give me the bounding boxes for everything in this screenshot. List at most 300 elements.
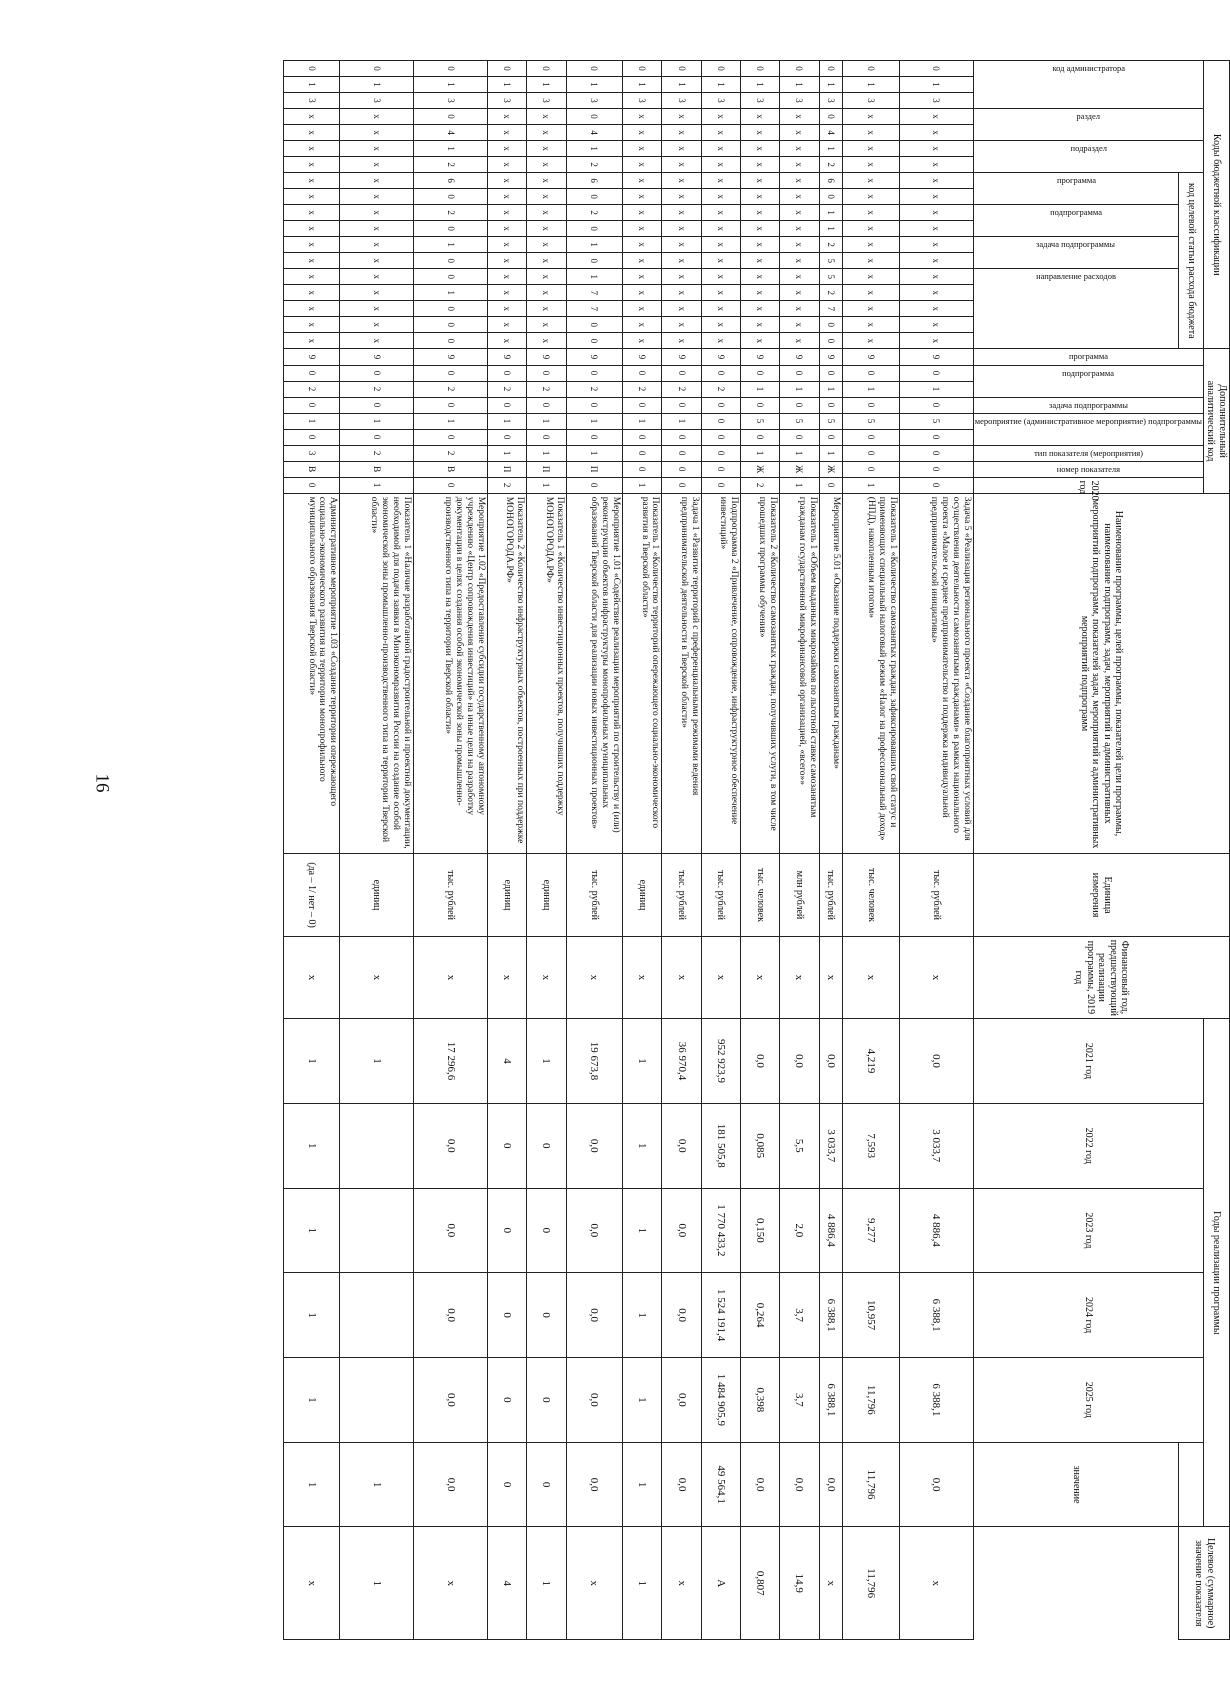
code-cell: x: [340, 301, 414, 317]
code-cell: 2: [566, 157, 623, 173]
year-2025-header: 2025 год: [973, 1357, 1203, 1442]
row-name: Мероприятие 1.02 «Предоставление субсидии государственному автономному учреждению «Центр сопровождения инвестиций» на иные цели на разработку документации в целях создания особой экономической зоны промышленно-производственного типа на территории Тверской области»: [414, 493, 488, 854]
code-cell: x: [527, 221, 566, 237]
year-value: 0,0: [566, 1103, 623, 1188]
code-cell: x: [741, 253, 780, 269]
target-value: 0,807: [741, 1527, 780, 1640]
code-cell: 6: [819, 173, 843, 189]
meropr-num-label: мероприятие (административное мероприятие) подпрограммы: [974, 415, 1202, 426]
table-row: [566, 61, 623, 1640]
year-value: 1: [283, 1019, 340, 1104]
fin-year-value: x: [819, 936, 843, 1018]
code-cell: 0: [414, 61, 488, 77]
podrazdel-header: [973, 141, 1203, 173]
code-cell: x: [283, 141, 340, 157]
code-cell: x: [488, 157, 527, 173]
row-unit: тыс. рублей: [414, 854, 488, 936]
code-cell: x: [488, 269, 527, 285]
code-cell: x: [701, 221, 740, 237]
year-value: 4,219: [843, 1019, 900, 1104]
table-row: [527, 61, 566, 1640]
row-name: Мероприятие 1.01 «Содействие реализации мероприятий по строительству и (или) реконструкции объектов инфраструктуры монопрофильных муниципальных образований Тверской области для реализации новых инвестиционных проектов»: [566, 493, 623, 854]
code-cell: 0: [527, 429, 566, 445]
code-cell: 0: [899, 477, 973, 493]
code-cell: 0: [701, 61, 740, 77]
code-cell: 0: [527, 365, 566, 381]
name-header: Наименование программы, целей программы, показателей цели программы, наименование подпрограмм, задач, мероприятий и административных мероприятий подпрограмм, показателей задач, мероприятий и административных мероприятий подпрограмм: [973, 493, 1229, 854]
year-value: 36 970,4: [662, 1019, 701, 1104]
year-value: 0,0: [414, 1188, 488, 1273]
code-cell: x: [843, 157, 900, 173]
code-cell: 0: [340, 397, 414, 413]
code-cell: x: [780, 141, 819, 157]
row-name: Показатель 1 «Объем выданных микрозаймов по льготной ставке самозанятым гражданам государственной микрофинансовой организацией, «всего»»: [780, 493, 819, 854]
code-cell: 1: [623, 477, 662, 493]
code-cell: 0: [283, 477, 340, 493]
code-cell: 9: [899, 349, 973, 365]
code-cell: x: [340, 317, 414, 333]
code-cell: x: [780, 205, 819, 221]
year-value: 0: [488, 1188, 527, 1273]
razdel-header: [973, 109, 1203, 141]
code-cell: 2: [819, 285, 843, 301]
code-cell: 1: [662, 413, 701, 429]
code-cell: 0: [741, 397, 780, 413]
code-cell: 9: [623, 349, 662, 365]
code-cell: x: [488, 173, 527, 189]
code-cell: 2: [623, 381, 662, 397]
code-cell: x: [701, 205, 740, 221]
code-cell: 9: [414, 349, 488, 365]
code-cell: 0: [662, 61, 701, 77]
code-cell: 0: [623, 365, 662, 381]
year-value: 1 484 905,9: [701, 1357, 740, 1442]
year-value: 0,0: [414, 1273, 488, 1358]
code-cell: x: [340, 237, 414, 253]
type-header: [973, 445, 1203, 461]
code-cell: 9: [843, 349, 900, 365]
code-cell: x: [701, 109, 740, 125]
code-cell: 3: [414, 93, 488, 109]
target-value: x: [414, 1527, 488, 1640]
num-header: [973, 461, 1203, 477]
code-cell: 0: [662, 365, 701, 381]
code-cell: 2: [414, 205, 488, 221]
code-cell: 1: [819, 141, 843, 157]
target-header: Целевое (суммарное) значение показателя: [1179, 1527, 1230, 1640]
year-2024-header: 2024 год: [973, 1273, 1203, 1358]
zadacha-code-label: задача подпрограммы: [1036, 239, 1116, 250]
code-cell: 1: [566, 445, 623, 461]
fin-year-value: x: [701, 936, 740, 1018]
code-cell: 1: [414, 141, 488, 157]
napravlenie-label: направление расходов: [1036, 271, 1116, 282]
code-cell: 0: [662, 461, 701, 477]
code-cell: 0: [843, 61, 900, 77]
code-cell: 3: [780, 93, 819, 109]
code-cell: 2: [283, 381, 340, 397]
code-cell: x: [843, 221, 900, 237]
code-cell: 0: [566, 221, 623, 237]
code-cell: x: [662, 109, 701, 125]
code-cell: Ж: [741, 461, 780, 477]
year-value: 0,0: [780, 1019, 819, 1104]
code-cell: 1: [780, 477, 819, 493]
code-cell: x: [340, 189, 414, 205]
code-cell: x: [899, 205, 973, 221]
code-cell: 0: [623, 445, 662, 461]
code-cell: 0: [623, 61, 662, 77]
code-cell: 0: [283, 429, 340, 445]
year-value: 49 564,1: [701, 1442, 740, 1527]
table-row: [741, 61, 780, 1640]
row-unit: единиц: [488, 854, 527, 936]
unit-header: Единица измерения: [973, 854, 1229, 936]
code-cell: 7: [566, 301, 623, 317]
code-cell: x: [283, 221, 340, 237]
fin-year-value: x: [566, 936, 623, 1018]
code-cell: 0: [780, 397, 819, 413]
code-cell: x: [741, 221, 780, 237]
year-value: 1 524 191,4: [701, 1273, 740, 1358]
code-cell: 0: [701, 429, 740, 445]
year-value: 0,0: [566, 1357, 623, 1442]
code-cell: 5: [819, 269, 843, 285]
year-value: 0,0: [662, 1103, 701, 1188]
code-cell: 1: [701, 77, 740, 93]
code-cell: x: [623, 253, 662, 269]
code-cell: 3: [899, 93, 973, 109]
code-cell: 0: [741, 429, 780, 445]
code-cell: 2: [701, 381, 740, 397]
code-cell: 0: [843, 429, 900, 445]
code-cell: x: [527, 333, 566, 349]
code-cell: x: [623, 221, 662, 237]
code-cell: x: [662, 317, 701, 333]
code-cell: 1: [340, 413, 414, 429]
podprogramma-code-label: подпрограмма: [1050, 207, 1102, 218]
code-cell: 1: [780, 77, 819, 93]
code-cell: В: [414, 461, 488, 477]
code-cell: x: [283, 253, 340, 269]
code-cell: x: [899, 317, 973, 333]
podprogramma-code-header: [973, 205, 1179, 237]
table-row: [780, 61, 819, 1640]
podprogramma-label: подпрограмма: [1062, 367, 1115, 378]
code-cell: 0: [566, 189, 623, 205]
code-cell: x: [899, 333, 973, 349]
code-cell: 5: [819, 413, 843, 429]
code-cell: 1: [780, 381, 819, 397]
year-value: 0,264: [741, 1273, 780, 1358]
code-cell: 2: [340, 381, 414, 397]
code-cell: В: [283, 461, 340, 477]
code-cell: x: [488, 125, 527, 141]
code-cell: x: [527, 285, 566, 301]
code-cell: 0: [899, 397, 973, 413]
code-cell: 1: [780, 445, 819, 461]
year-value: 1: [340, 1442, 414, 1527]
code-cell: 2: [819, 237, 843, 253]
code-cell: 2: [527, 381, 566, 397]
code-cell: 4: [819, 125, 843, 141]
code-cell: Ж: [780, 461, 819, 477]
code-cell: x: [780, 173, 819, 189]
year-value: 9,277: [843, 1188, 900, 1273]
row-name: Показатель 1 «Количество инвестиционных проектов, получивших поддержку МОНОГОРОДА.РФ»: [527, 493, 566, 854]
code-cell: П: [488, 461, 527, 477]
code-cell: 1: [527, 445, 566, 461]
code-cell: 0: [819, 61, 843, 77]
year-value: 181 505,8: [701, 1103, 740, 1188]
code-cell: 9: [780, 349, 819, 365]
code-cell: x: [662, 269, 701, 285]
code-cell: x: [527, 141, 566, 157]
year-2020-header: 2020 год: [973, 477, 1203, 493]
code-cell: 1: [566, 141, 623, 157]
code-cell: x: [488, 285, 527, 301]
year-value: 0,0: [414, 1357, 488, 1442]
target-value-header: значение: [973, 1442, 1179, 1527]
code-cell: x: [623, 189, 662, 205]
code-cell: x: [899, 301, 973, 317]
code-cell: x: [662, 157, 701, 173]
code-cell: 0: [566, 365, 623, 381]
code-cell: 2: [340, 445, 414, 461]
code-cell: П: [566, 461, 623, 477]
code-cell: 0: [662, 445, 701, 461]
code-cell: 0: [819, 317, 843, 333]
year-value: 3 033,7: [899, 1103, 973, 1188]
code-cell: 0: [819, 109, 843, 125]
code-cell: x: [701, 269, 740, 285]
code-cell: x: [662, 205, 701, 221]
code-cell: x: [701, 125, 740, 141]
code-cell: x: [283, 285, 340, 301]
year-value: 11,796: [843, 1442, 900, 1527]
code-cell: 0: [340, 429, 414, 445]
code-cell: 9: [662, 349, 701, 365]
year-value: 0,0: [566, 1273, 623, 1358]
code-cell: 0: [899, 365, 973, 381]
kcsr-header: код целевой статьи расхода бюджета: [1179, 173, 1204, 349]
year-value: 0,0: [899, 1442, 973, 1527]
code-cell: 0: [414, 397, 488, 413]
code-cell: x: [283, 205, 340, 221]
table-row: [819, 61, 843, 1640]
code-cell: 1: [741, 445, 780, 461]
code-cell: 1: [741, 381, 780, 397]
row-name: Показатель 1 «Количество территорий опережающего социально-экономического развития в Тверской области»: [623, 493, 662, 854]
code-cell: x: [843, 237, 900, 253]
table-row: [414, 61, 488, 1640]
fin-year-value: x: [488, 936, 527, 1018]
row-unit: единиц: [623, 854, 662, 936]
code-cell: x: [623, 109, 662, 125]
code-cell: 0: [623, 429, 662, 445]
code-cell: 3: [566, 93, 623, 109]
code-cell: 1: [899, 381, 973, 397]
fin-year-value: x: [414, 936, 488, 1018]
target-value: 11,796: [843, 1527, 900, 1640]
code-cell: 1: [819, 77, 843, 93]
code-cell: x: [899, 173, 973, 189]
type-label: тип показателя (мероприятия): [1033, 447, 1143, 458]
code-cell: x: [780, 221, 819, 237]
years-header: Годы реализации программы: [1204, 1019, 1230, 1527]
fin-year-value: x: [623, 936, 662, 1018]
code-cell: 1: [566, 77, 623, 93]
code-cell: x: [701, 189, 740, 205]
code-cell: 0: [780, 429, 819, 445]
code-cell: 0: [701, 397, 740, 413]
code-cell: x: [340, 125, 414, 141]
code-cell: x: [741, 173, 780, 189]
code-cell: x: [741, 109, 780, 125]
code-cell: 3: [340, 93, 414, 109]
code-cell: x: [662, 333, 701, 349]
code-cell: 2: [414, 157, 488, 173]
code-cell: 0: [819, 429, 843, 445]
code-cell: 0: [843, 397, 900, 413]
code-cell: 0: [414, 189, 488, 205]
code-cell: 0: [566, 477, 623, 493]
razdel-label: раздел: [1076, 111, 1101, 122]
code-cell: 1: [488, 77, 527, 93]
code-cell: x: [283, 317, 340, 333]
code-cell: x: [741, 301, 780, 317]
code-cell: 1: [414, 237, 488, 253]
year-value: 0: [527, 1273, 566, 1358]
year-value: 1: [623, 1019, 662, 1104]
rotated-document: [305, 60, 1230, 1640]
zadacha-code-header: [973, 237, 1179, 269]
code-cell: x: [662, 285, 701, 301]
code-cell: 1: [566, 237, 623, 253]
code-cell: x: [623, 301, 662, 317]
code-cell: x: [741, 285, 780, 301]
year-value: 0: [488, 1103, 527, 1188]
row-name: Задача 5 «Реализация регионального проекта «Создание благоприятных условий для осуществления деятельности самозанятыми гражданами» в рамках национального проекта «Малое и среднее предпринимательство и поддержка индивидуальной предпринимательской инициативы»: [899, 493, 973, 854]
table-header: [973, 61, 1229, 1640]
year-value: 1: [283, 1273, 340, 1358]
code-cell: x: [283, 189, 340, 205]
code-cell: x: [780, 253, 819, 269]
code-cell: x: [488, 301, 527, 317]
code-cell: x: [899, 221, 973, 237]
programma-label: программа: [1068, 351, 1108, 362]
code-cell: 0: [819, 365, 843, 381]
code-cell: 9: [488, 349, 527, 365]
year-value: 7,593: [843, 1103, 900, 1188]
code-cell: 6: [566, 173, 623, 189]
code-cell: x: [899, 269, 973, 285]
code-cell: 3: [843, 93, 900, 109]
code-cell: x: [340, 285, 414, 301]
year-value: 6 388,1: [819, 1273, 843, 1358]
year-value: 4 886,4: [819, 1188, 843, 1273]
code-cell: 0: [414, 429, 488, 445]
code-cell: x: [527, 157, 566, 173]
code-cell: 1: [414, 77, 488, 93]
code-cell: x: [899, 109, 973, 125]
code-cell: 9: [527, 349, 566, 365]
code-cell: x: [527, 125, 566, 141]
code-cell: 0: [566, 253, 623, 269]
code-cell: x: [843, 125, 900, 141]
code-cell: x: [623, 173, 662, 189]
code-cell: x: [701, 237, 740, 253]
meropr-num-header: [973, 413, 1203, 445]
year-2022-header: 2022 год: [973, 1103, 1203, 1188]
code-cell: x: [741, 141, 780, 157]
code-cell: x: [741, 205, 780, 221]
year-value: 952 923,9: [701, 1019, 740, 1104]
code-cell: x: [283, 157, 340, 173]
year-value: 1: [623, 1442, 662, 1527]
year-value: 0,398: [741, 1357, 780, 1442]
code-cell: 1: [527, 413, 566, 429]
code-cell: x: [741, 125, 780, 141]
code-cell: x: [843, 317, 900, 333]
target-value: 1: [527, 1527, 566, 1640]
code-cell: 0: [414, 301, 488, 317]
code-cell: x: [780, 317, 819, 333]
code-cell: 5: [819, 253, 843, 269]
code-cell: x: [488, 253, 527, 269]
code-cell: 0: [414, 269, 488, 285]
code-cell: x: [843, 141, 900, 157]
year-value: 1 770 433,2: [701, 1188, 740, 1273]
row-unit: тыс. рублей: [899, 854, 973, 936]
code-cell: 0: [414, 477, 488, 493]
codes-budget-header: Коды бюджетной классификации: [1204, 61, 1230, 349]
year-value: 19 673,8: [566, 1019, 623, 1104]
code-cell: x: [527, 189, 566, 205]
code-cell: x: [340, 109, 414, 125]
year-value: 3,7: [780, 1357, 819, 1442]
code-cell: 5: [899, 413, 973, 429]
code-cell: x: [488, 205, 527, 221]
code-cell: 1: [819, 381, 843, 397]
code-cell: x: [780, 269, 819, 285]
admin-code-label: код администратора: [1052, 63, 1125, 73]
table-row: [283, 61, 340, 1640]
code-cell: 9: [283, 349, 340, 365]
code-cell: 0: [662, 397, 701, 413]
year-value: 1: [283, 1442, 340, 1527]
code-cell: x: [701, 173, 740, 189]
fin-year-value: x: [283, 936, 340, 1018]
year-value: [340, 1103, 414, 1188]
code-cell: 9: [741, 349, 780, 365]
year-value: 1: [623, 1188, 662, 1273]
year-value: 0: [488, 1273, 527, 1358]
code-cell: x: [488, 221, 527, 237]
fin-year-value: x: [741, 936, 780, 1018]
row-unit: единиц: [527, 854, 566, 936]
code-cell: 0: [701, 445, 740, 461]
year-value: 0: [527, 1442, 566, 1527]
podprogramma-header: [973, 365, 1203, 397]
code-cell: 2: [414, 381, 488, 397]
code-cell: 3: [527, 93, 566, 109]
code-cell: 1: [283, 413, 340, 429]
code-cell: 0: [566, 317, 623, 333]
year-value: [340, 1188, 414, 1273]
target-value: A: [701, 1527, 740, 1640]
row-unit: (да – 1/ нет – 0): [283, 854, 340, 936]
